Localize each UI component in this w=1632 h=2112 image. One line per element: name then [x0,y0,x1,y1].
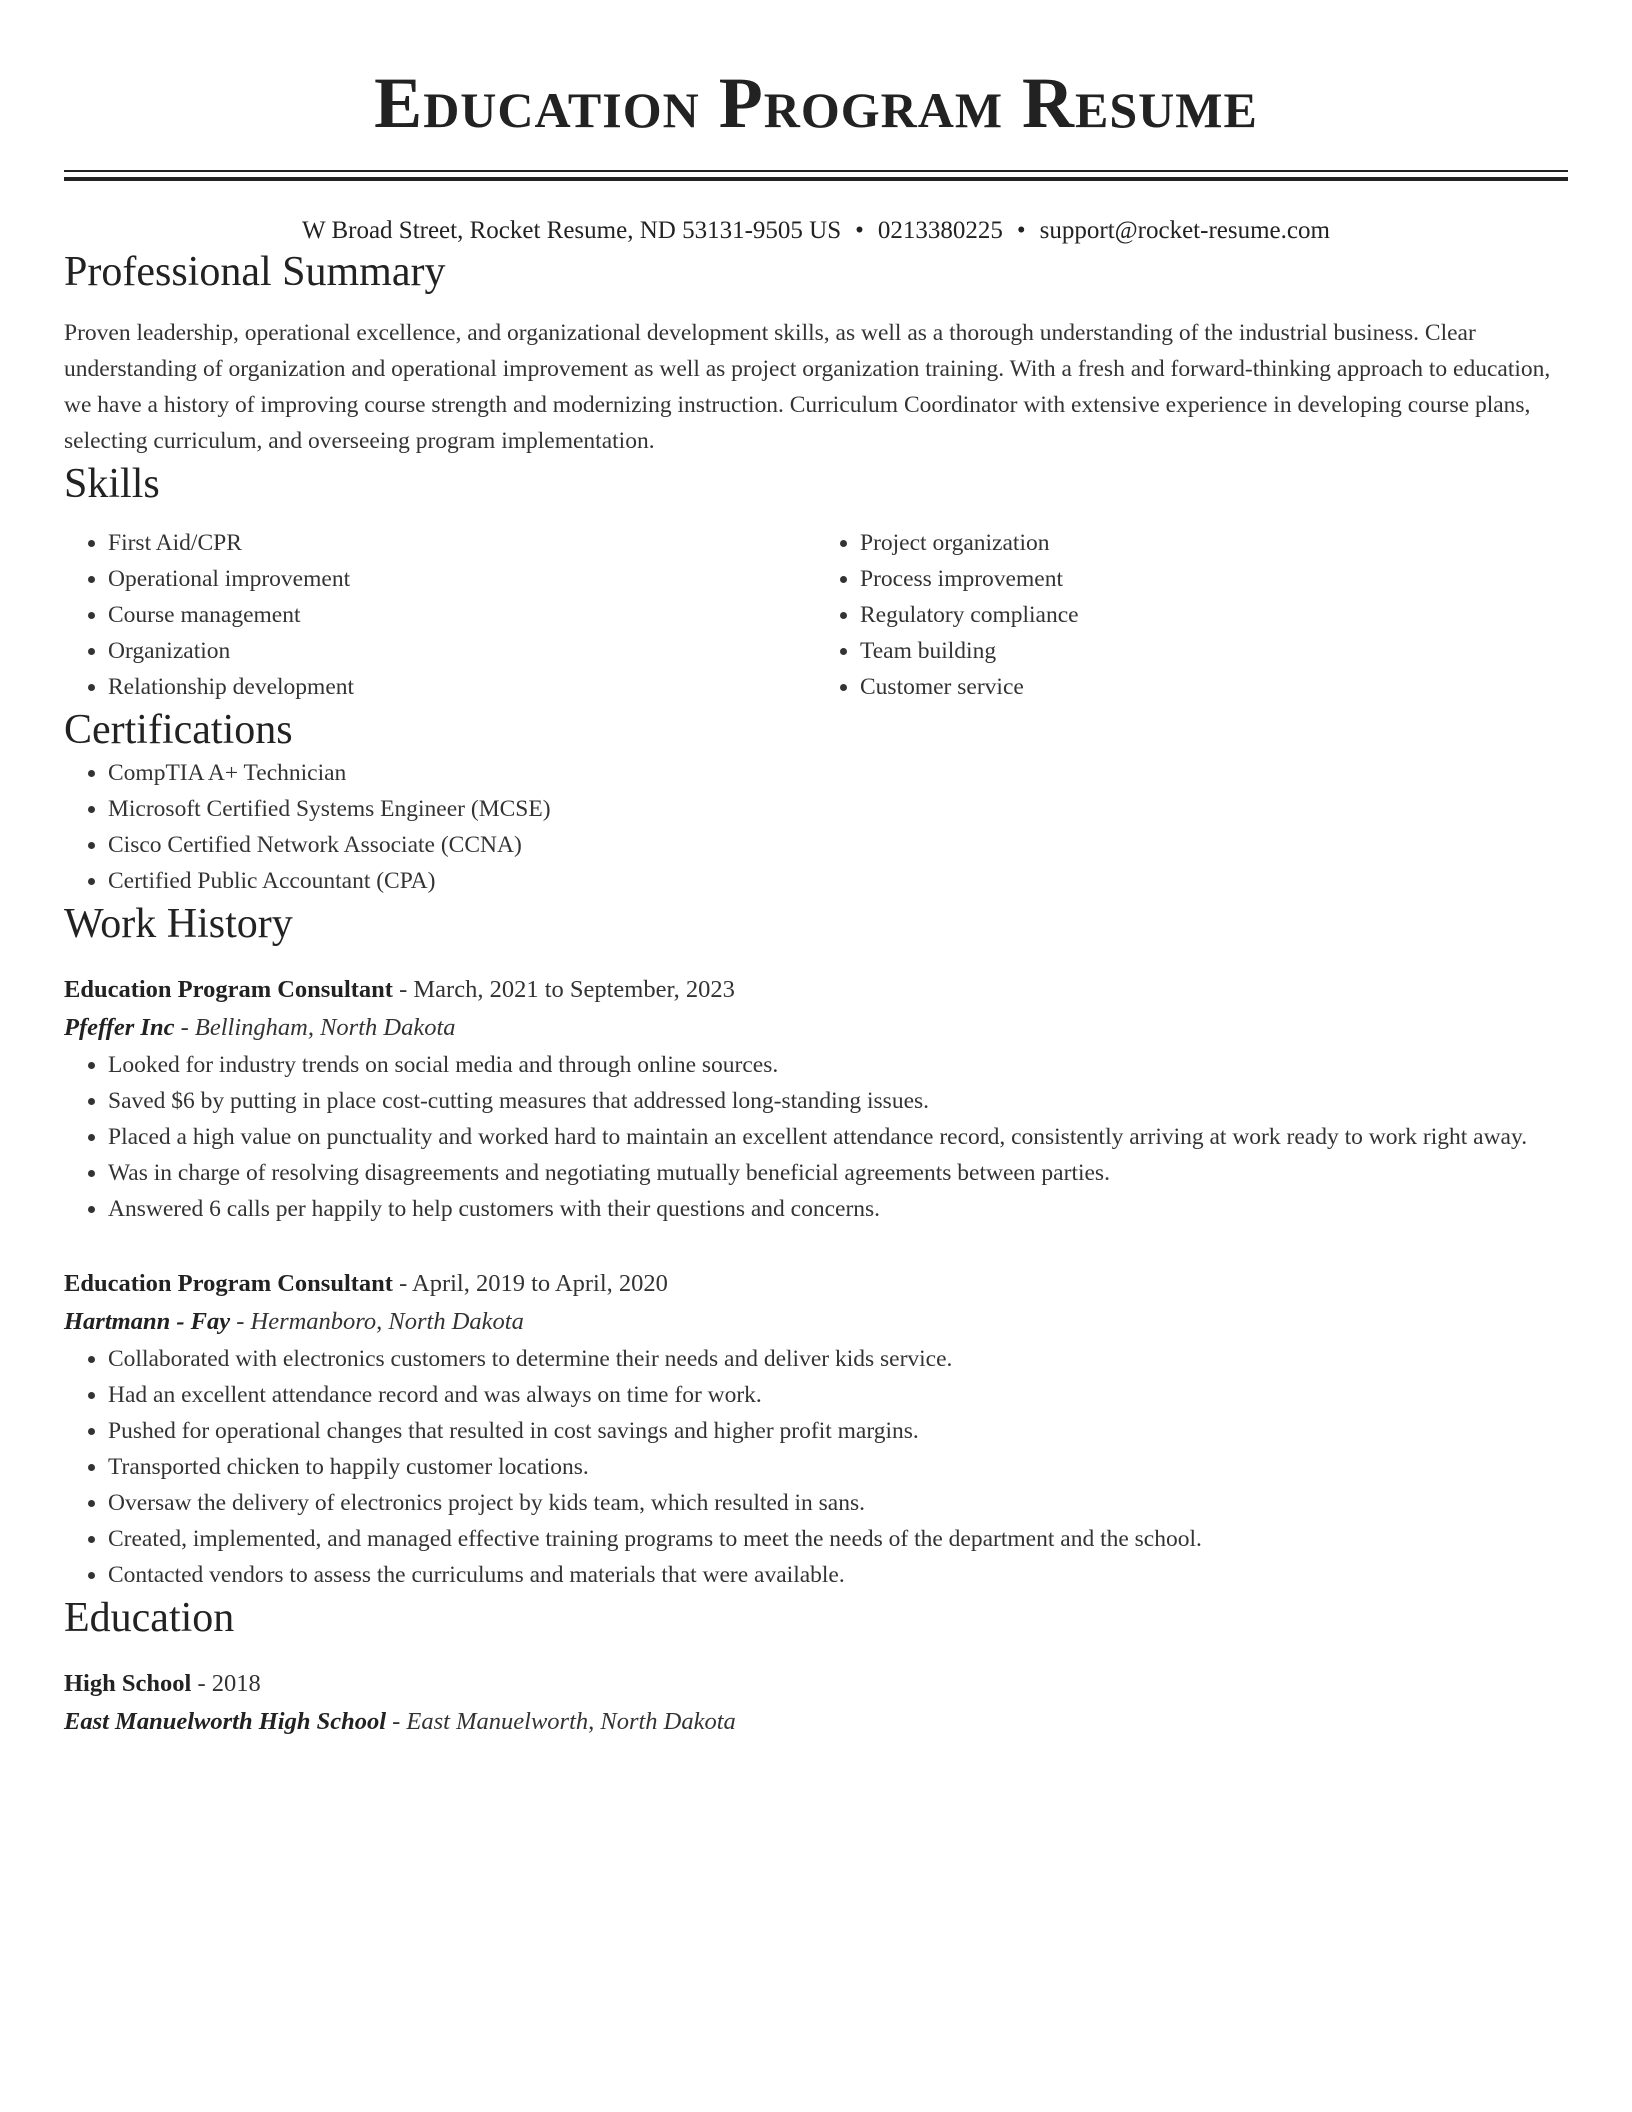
skill-item: • First Aid/CPR [108,525,816,561]
education-location: - East Manuelworth, North Dakota [386,1708,736,1735]
job-company-line [64,1009,1568,1047]
job-title-line [64,971,1568,1009]
education-heading: Education [64,1595,235,1641]
job-duty-item: • Saved $6 by putting in place cost-cutting measures that addressed long-standing issues. [108,1083,1568,1119]
job-title-line [64,1265,1568,1303]
job-company: Pfeffer Inc [64,1014,175,1041]
job-duty-item: • Had an excellent attendance record and was always on time for work. [108,1377,1568,1413]
job-duty-item: • Transported chicken to happily customer locations. [108,1449,1568,1485]
skill-item: • Process improvement [860,561,1568,597]
job-entry [64,971,1568,1227]
summary-heading: Professional Summary [64,249,446,295]
skill-item: • Customer service [860,669,1568,705]
job-duty-item: • Created, implemented, and managed effective training programs to meet the needs of the department and the school. [108,1521,1568,1557]
contact-phone: 0213380225 [877,217,1003,244]
certification-item: • Certified Public Accountant (CPA) [108,863,1568,899]
job-duty-item: • Oversaw the delivery of electronics project by kids team, which resulted in sans. [108,1485,1568,1521]
job-entry [64,1265,1568,1593]
skill-item: • Team building [860,633,1568,669]
job-duty-item: • Was in charge of resolving disagreements and negotiating mutually beneficial agreements between parties. [108,1155,1568,1191]
skills-list-left [64,525,816,705]
education-entry [64,1665,1568,1741]
work-history-heading: Work History [64,901,293,947]
title-double-rule [64,170,1568,181]
contact-separator: • [1016,217,1026,244]
job-dates: - April, 2019 to April, 2020 [392,1270,668,1297]
skills-grid [64,525,1568,705]
job-duties-list [64,1341,1568,1593]
job-company-line [64,1303,1568,1341]
contact-line [64,215,1568,247]
education-school-line [64,1703,1568,1741]
skill-item: • Relationship development [108,669,816,705]
certifications-heading: Certifications [64,707,293,753]
education-school: East Manuelworth High School [64,1708,387,1735]
summary-text: Proven leadership, operational excellence, and organizational development skills, as well as a thorough understanding of the industrial business. Clear understanding of organization and operational improvement as well as project organization training. With a fresh and forward-thinking approach to education, we have a history of improving course strength and modernizing instruction. Curriculum Coordinator with extensive experience in developing course plans, selecting curriculum, and overseeing program implementation. [64,320,1551,454]
skill-item: • Regulatory compliance [860,597,1568,633]
certification-item: • Microsoft Certified Systems Engineer (MCSE) [108,791,1568,827]
job-duty-item: • Looked for industry trends on social media and through online sources. [108,1047,1568,1083]
skills-heading: Skills [64,461,160,507]
job-dates: - March, 2021 to September, 2023 [392,976,735,1003]
certification-item: • CompTIA A+ Technician [108,755,1568,791]
job-duty-item: • Contacted vendors to assess the curriculums and materials that were available. [108,1557,1568,1593]
job-location: - Bellingham, North Dakota [174,1014,456,1041]
job-duties-list [64,1047,1568,1227]
skills-column-right [816,525,1568,705]
job-company: Hartmann - Fay [64,1308,231,1335]
contact-email: support@rocket-resume.com [1039,217,1330,244]
job-duty-item: • Collaborated with electronics customers to determine their needs and deliver kids service. [108,1341,1568,1377]
skill-item: • Organization [108,633,816,669]
resume-title: Education Program Resume [374,63,1258,143]
job-duty-item: • Pushed for operational changes that resulted in cost savings and higher profit margins. [108,1413,1568,1449]
contact-address: W Broad Street, Rocket Resume, ND 53131-9505 US [302,217,842,244]
skill-item: • Project organization [860,525,1568,561]
job-position: Education Program Consultant [64,1270,393,1297]
certifications-list [64,755,1568,899]
contact-separator: • [855,217,864,244]
education-year: - 2018 [191,1670,261,1697]
certification-item: • Cisco Certified Network Associate (CCNA) [108,827,1568,863]
education-degree-line [64,1665,1568,1703]
education-degree: High School [64,1670,192,1697]
job-position: Education Program Consultant [64,976,393,1003]
job-duty-item: • Placed a high value on punctuality and worked hard to maintain an excellent attendance record, consistently arriving at work ready to work right away. [108,1119,1568,1155]
skill-item: • Operational improvement [108,561,816,597]
job-location: - Hermanboro, North Dakota [230,1308,524,1335]
skills-list-right [816,525,1568,705]
skills-column-left [64,525,816,705]
job-duty-item: • Answered 6 calls per happily to help customers with their questions and concerns. [108,1191,1568,1227]
skill-item: • Course management [108,597,816,633]
